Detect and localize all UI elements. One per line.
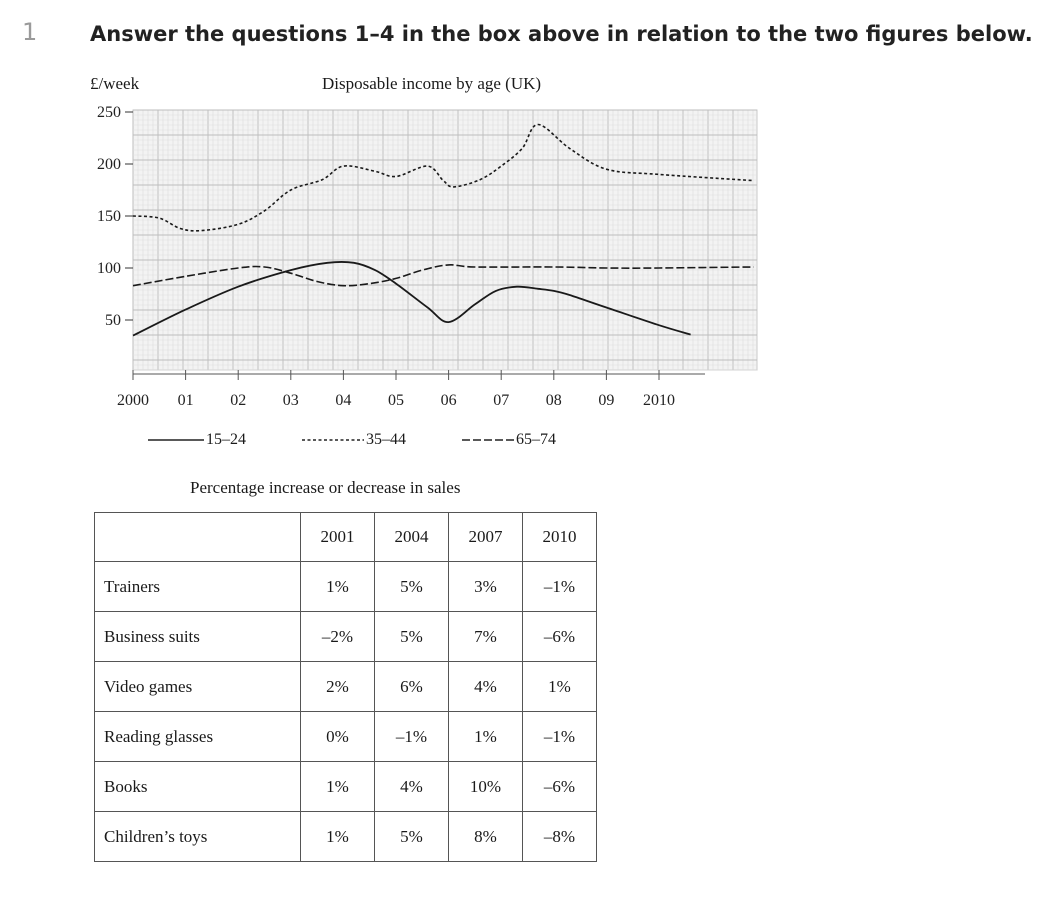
legend-item-15-24 xyxy=(148,431,246,449)
table-cell: –1% xyxy=(523,562,597,612)
table-row xyxy=(95,712,597,762)
table-cell: 5% xyxy=(375,612,449,662)
table-cell: 3% xyxy=(449,562,523,612)
legend-label-35-44: 35–44 xyxy=(366,431,406,448)
table-cell: –2% xyxy=(301,612,375,662)
legend-label-65-74: 65–74 xyxy=(516,431,556,448)
year-header: 2007 xyxy=(449,513,523,562)
table-cell: 1% xyxy=(301,762,375,812)
table-row xyxy=(95,562,597,612)
table-cell: 0% xyxy=(301,712,375,762)
x-tick-label: 05 xyxy=(388,392,404,409)
table-cell: 1% xyxy=(449,712,523,762)
table-cell: 5% xyxy=(375,812,449,862)
table-corner-cell xyxy=(95,513,301,562)
x-tick-label: 01 xyxy=(177,392,194,409)
year-header: 2004 xyxy=(375,513,449,562)
y-tick-label: 250 xyxy=(97,104,121,121)
year-header: 2001 xyxy=(301,513,375,562)
table-cell: 2% xyxy=(301,662,375,712)
table-header-row xyxy=(95,513,597,562)
x-tick-label: 2000 xyxy=(117,392,149,409)
x-tick-label: 09 xyxy=(598,392,615,409)
table-cell: 7% xyxy=(449,612,523,662)
table-cell: –6% xyxy=(523,612,597,662)
legend-item-35-44 xyxy=(302,431,406,449)
product-name: Trainers xyxy=(95,562,301,612)
table-cell: –1% xyxy=(375,712,449,762)
x-tick-label: 06 xyxy=(440,392,457,409)
income-line-chart xyxy=(0,0,1052,420)
legend-swatch-solid xyxy=(148,435,204,445)
y-tick-label: 150 xyxy=(97,208,121,225)
legend-swatch-dashed xyxy=(462,435,514,445)
table-title: Percentage increase or decrease in sales xyxy=(190,478,461,497)
product-name: Business suits xyxy=(95,612,301,662)
table-cell: 6% xyxy=(375,662,449,712)
table-cell: 8% xyxy=(449,812,523,862)
table-cell: –8% xyxy=(523,812,597,862)
x-tick-label: 04 xyxy=(335,392,352,409)
table-cell: 10% xyxy=(449,762,523,812)
table-cell: 4% xyxy=(449,662,523,712)
table-cell: 1% xyxy=(301,812,375,862)
x-tick-label: 02 xyxy=(230,392,247,409)
chart-title: Disposable income by age (UK) xyxy=(322,74,542,93)
x-tick-label: 03 xyxy=(282,392,299,409)
x-tick-label: 08 xyxy=(545,392,562,409)
product-name: Books xyxy=(95,762,301,812)
product-name: Children’s toys xyxy=(95,812,301,862)
instruction-text: Answer the questions 1–4 in the box above in relation to the two figures below. xyxy=(90,22,1033,46)
legend-swatch-dotted xyxy=(302,435,364,445)
legend-item-65-74 xyxy=(462,431,556,449)
table-cell: 1% xyxy=(301,562,375,612)
table-row xyxy=(95,762,597,812)
table-cell: –6% xyxy=(523,762,597,812)
table-row xyxy=(95,662,597,712)
legend-label-15-24: 15–24 xyxy=(206,431,246,448)
table-cell: 4% xyxy=(375,762,449,812)
product-name: Reading glasses xyxy=(95,712,301,762)
y-tick-label: 200 xyxy=(97,156,121,173)
y-tick-label: 50 xyxy=(105,312,121,329)
table-row xyxy=(95,612,597,662)
x-tick-label: 2010 xyxy=(643,392,675,409)
y-tick-label: 100 xyxy=(97,260,121,277)
table-cell: 1% xyxy=(523,662,597,712)
question-number: 1 xyxy=(22,18,38,46)
product-name: Video games xyxy=(95,662,301,712)
table-cell: –1% xyxy=(523,712,597,762)
table-cell: 5% xyxy=(375,562,449,612)
y-axis-unit-label: £/week xyxy=(90,74,140,93)
sales-change-table xyxy=(94,512,597,862)
table-row xyxy=(95,812,597,862)
x-tick-label: 07 xyxy=(493,392,510,409)
year-header: 2010 xyxy=(523,513,597,562)
